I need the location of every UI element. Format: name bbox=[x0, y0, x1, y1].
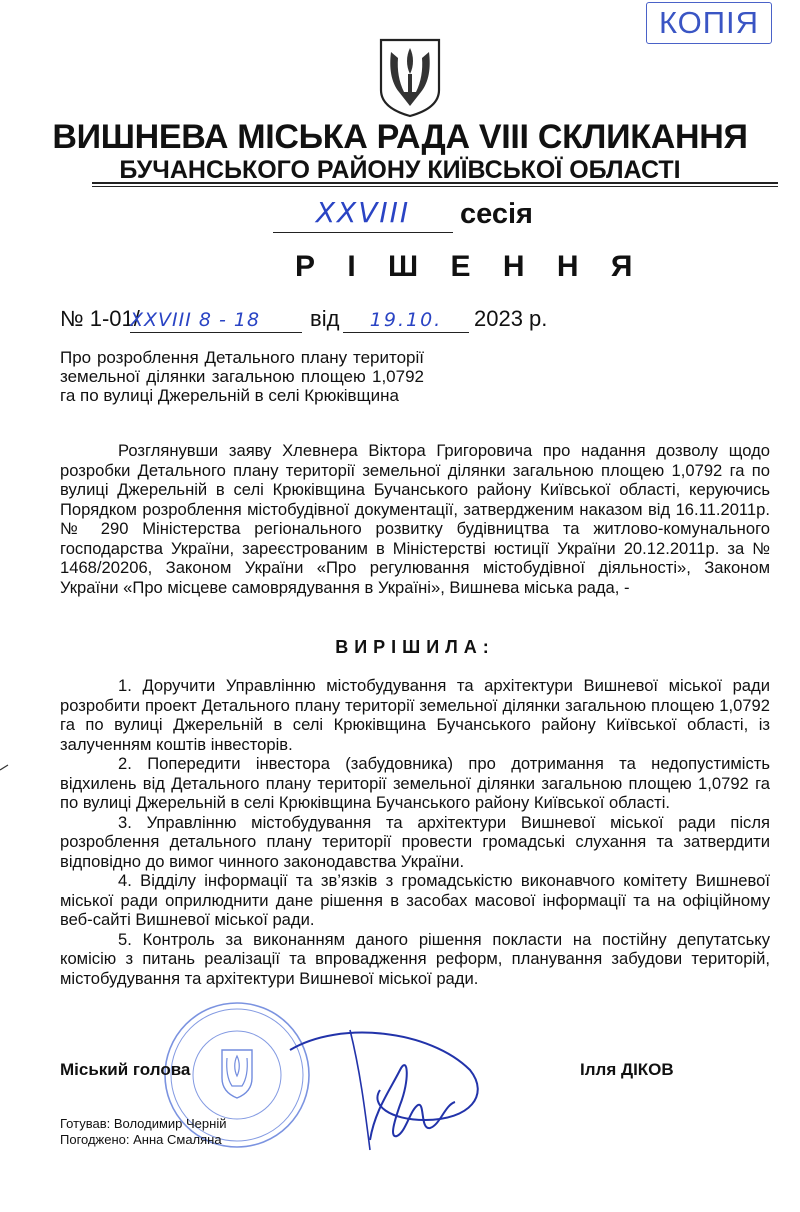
agreed-by: Погоджено: Анна Смаляна bbox=[60, 1132, 222, 1147]
resolution-item: 3. Управлінню містобудування та архітектури Вишневої міської ради після розроблення детального плану території провести громадські слухання та затвердити відповідно до вимог чинного законодавства України. bbox=[60, 812, 770, 871]
number-field bbox=[130, 306, 302, 333]
trident-coat-of-arms-icon bbox=[379, 38, 441, 118]
margin-mark bbox=[0, 762, 10, 772]
session-number: XXVIII bbox=[315, 196, 411, 229]
copy-stamp: КОПІЯ bbox=[646, 2, 772, 44]
header-divider bbox=[92, 182, 778, 187]
date-from-label: від bbox=[310, 306, 340, 331]
resolved-heading: ВИРІШИЛА: bbox=[335, 637, 495, 657]
number-prefix: № 1-01/ bbox=[60, 306, 140, 331]
signatory-title: Міський голова bbox=[60, 1060, 191, 1079]
resolution-item: 2. Попередити інвестора (забудовника) про дотримання та недопустимість відхилень від Детального плану території земельної ділянки загальною площею 1,0792 га по вулиці Джерельній в селі Крюківщина Бучанського району Київської області. bbox=[60, 754, 770, 812]
decision-number: XXVIII 8 - 18 bbox=[130, 309, 261, 331]
resolution-item: 1. Доручити Управлінню містобудування та архітектури Вишневої міської ради розробити проект Детального плану території земельної ділянки загальною площею 1,0792 га по вулиці Джерельній в селі Крюківщина Бучанського району Київської області, із залученням коштів інвесторів. bbox=[60, 676, 770, 754]
resolution-item: 5. Контроль за виконанням даного рішення покласти на постійну депутатську комісію з питань реалізації та впровадження реформ, планування забудови територій, містобудування та архітектури Вишневої міської ради. bbox=[60, 929, 770, 988]
district-line: БУЧАНСЬКОГО РАЙОНУ КИЇВСЬКОЇ ОБЛАСТІ bbox=[119, 156, 681, 184]
resolution-item: 4. Відділу інформації та зв’язків з громадськістю виконавчого комітету Вишневої міської ради оприлюднити дане рішення в засобах масової інформації та на офіційному веб-сайті Вишневої міської ради. bbox=[60, 871, 770, 929]
prepared-by: Готував: Володимир Черній bbox=[60, 1116, 227, 1131]
preamble-paragraph: Розглянувши заяву Хлевнера Віктора Григоровича про надання дозволу щодо розробки Детального плану території земельної ділянки загальною площею 1,0792 га по вулиці Джерельній в селі Крюківщина Бучанського району Київської області, керуючись Порядком розроблення містобудівної документації, затвердженим наказом від 16.11.2011р. № 290 Міністерства регіонального розвитку будівництва та житлово-комунального господарства України, зареєстрованим в Міністерстві юстиції України 20.12.2011р. за № 1468/20206, Законом України «Про регулювання містобудівної діяльності», Законом України «Про місцеве самоврядування в Україні», Вишнева міська рада, - bbox=[60, 441, 770, 597]
signatory-name: Ілля ДІКОВ bbox=[580, 1060, 674, 1079]
handwritten-signature-icon bbox=[250, 1010, 500, 1160]
decision-date: 19.10. bbox=[369, 309, 443, 331]
council-name: ВИШНЕВА МІСЬКА РАДА VIII СКЛИКАННЯ bbox=[52, 118, 748, 156]
decision-subject: Про розроблення Детального плану території земельної ділянки загальною площею 1,0792 га по вулиці Джерельній в селі Крюківщина bbox=[60, 348, 424, 405]
resolution-items bbox=[60, 676, 770, 988]
date-field bbox=[343, 306, 469, 333]
session-label: сесія bbox=[460, 198, 533, 230]
session-underline bbox=[273, 232, 453, 233]
decision-year: 2023 р. bbox=[474, 306, 548, 331]
document-type: Р І Ш Е Н Н Я bbox=[295, 250, 645, 283]
